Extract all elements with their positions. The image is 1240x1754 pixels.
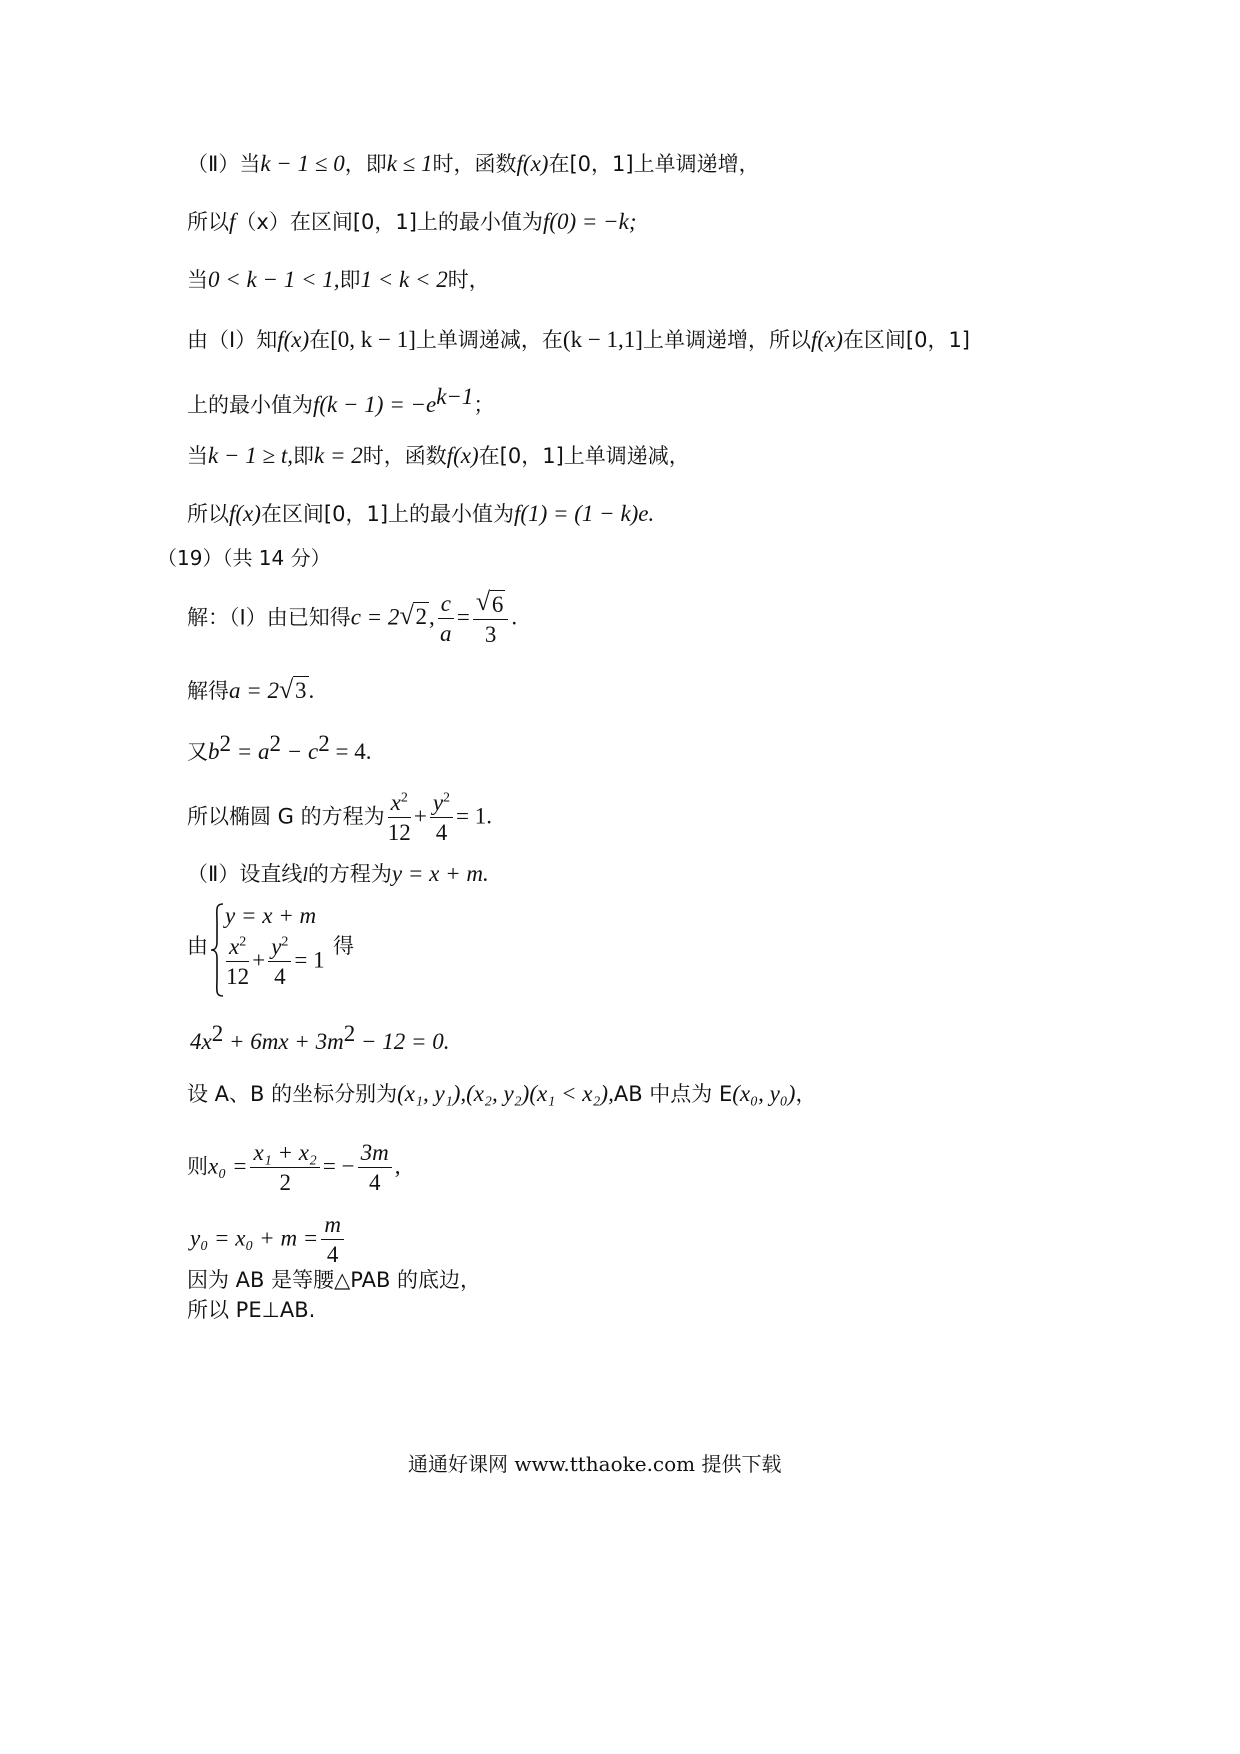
text: 在 <box>309 328 331 352</box>
text: 在区间[0，1] <box>842 328 970 352</box>
radical-sign-icon: √ <box>399 601 414 631</box>
text: （Ⅱ）当 <box>187 152 261 176</box>
line-set-line-l <box>187 860 489 888</box>
sqrt <box>475 587 506 617</box>
math: b <box>208 739 220 764</box>
text: 设 A、B 的坐标分别为 <box>187 1082 398 1106</box>
math: = − <box>322 1153 355 1179</box>
math: (x₀, y₀) <box>732 1081 796 1106</box>
math: x₀ = <box>208 1153 248 1179</box>
math: y = x + m. <box>391 861 489 886</box>
denominator: 2 <box>279 1170 291 1196</box>
text: 在[0，1]上单调递减， <box>478 444 690 468</box>
text: 则 <box>187 1154 208 1179</box>
line-monotonic-increase <box>187 150 760 178</box>
math: = 1 <box>294 947 325 973</box>
math: (x₁, y₁),(x₂, y₂)(x₁ < x₂), <box>397 1081 614 1106</box>
numerator: x₁ + x₂ <box>250 1140 319 1168</box>
numerator <box>430 790 453 818</box>
text: 上单调递减，在 <box>415 328 563 352</box>
line-quadratic <box>190 1020 450 1056</box>
text: AB 中点为 E <box>613 1082 733 1106</box>
line-isosceles-base: 因为 AB 是等腰△PAB 的底边， <box>187 1268 482 1292</box>
text: 当 <box>187 268 208 292</box>
math: y₀ = x₀ + m = <box>190 1225 319 1251</box>
plus: + <box>413 803 427 829</box>
line-case-three <box>187 442 690 470</box>
comma: , <box>394 1153 401 1179</box>
text: 即 <box>339 268 361 292</box>
equation-row-1: y = x + m <box>225 903 317 928</box>
radical-sign-icon: √ <box>279 675 294 704</box>
text: 所以 <box>187 502 229 526</box>
math: f(x) <box>516 151 549 176</box>
math: + 6mx + 3m <box>223 1029 344 1054</box>
math: f(0) = −k; <box>542 209 637 234</box>
math: = a <box>231 739 270 764</box>
fraction-m-over-4 <box>321 1212 344 1268</box>
line-given-c <box>187 587 518 648</box>
math: f(x) <box>277 327 310 352</box>
exponent: 2 <box>269 731 282 756</box>
text: 解得 <box>187 679 229 703</box>
exponent: 2 <box>219 731 231 756</box>
line-min-value-f1 <box>187 500 654 528</box>
denominator: 4 <box>274 964 286 990</box>
math: k ≤ 1 <box>386 151 433 176</box>
exponent: 2 <box>211 1021 224 1046</box>
fraction-sqrt6-over-3 <box>473 587 509 648</box>
equation-row-2 <box>223 934 325 990</box>
text: 时，函数 <box>362 444 447 468</box>
denominator: 12 <box>387 820 411 846</box>
text: ； <box>473 393 495 417</box>
radicand: 3 <box>295 678 307 703</box>
text: 由 <box>187 934 208 958</box>
line-ellipse-equation <box>187 790 492 846</box>
exponent: 2 <box>281 934 289 950</box>
text: 在[0，1]上单调递增， <box>548 152 760 176</box>
math: f(x) <box>446 443 479 468</box>
numerator <box>226 934 249 962</box>
math: f(k − 1) = −e <box>313 392 437 417</box>
var: y <box>271 934 282 959</box>
numerator: c <box>438 591 454 619</box>
fraction-y2-over-4 <box>268 934 291 990</box>
text: 当 <box>187 444 208 468</box>
text: 在区间[0，1]上的最小值为 <box>260 502 515 526</box>
exponent: 2 <box>443 790 451 806</box>
fraction-3m-over-4 <box>358 1140 392 1196</box>
var: y <box>432 790 444 815</box>
math: f(x) <box>229 501 261 526</box>
numerator <box>388 790 411 818</box>
line-by-part-one <box>187 326 970 354</box>
math: − 12 = 0. <box>355 1029 450 1054</box>
exponent: 2 <box>400 790 408 806</box>
radicand: 6 <box>491 592 504 617</box>
text: 时， <box>447 268 490 292</box>
text: 由（Ⅰ）知 <box>187 328 278 352</box>
exponent: 2 <box>343 1021 356 1046</box>
text: 的方程为 <box>307 862 392 886</box>
text: 所以 <box>187 210 229 234</box>
math: c = 2 <box>350 604 400 630</box>
numerator: m <box>321 1212 344 1240</box>
math: 1 < k < 2 <box>360 267 448 292</box>
fraction-c-over-a <box>438 591 454 647</box>
numerator <box>268 934 291 962</box>
line-solve-a <box>187 676 314 705</box>
numerator: 3m <box>358 1140 392 1168</box>
text: 得 <box>333 934 354 958</box>
radical-sign-icon: √ <box>475 587 491 616</box>
math: k − 1 ≥ t, <box>208 443 293 468</box>
text: 所以椭圆 G 的方程为 <box>187 804 385 829</box>
fraction-midpoint <box>250 1140 319 1196</box>
math: 0 < k − 1 < 1, <box>208 267 340 292</box>
denominator: 3 <box>484 622 497 648</box>
text: ， <box>795 1082 817 1106</box>
math: = 4. <box>329 739 372 764</box>
text: ，即 <box>344 152 387 176</box>
math: k = 2 <box>314 443 363 468</box>
math: = 1. <box>456 803 493 829</box>
math: [0, k − 1] <box>330 327 416 352</box>
equals: = <box>456 604 470 630</box>
text: （Ⅱ）设直线 <box>187 862 303 886</box>
exponent: k−1 <box>436 384 474 409</box>
math: f(1) = (1 − k)e. <box>514 501 655 526</box>
text: 上的最小值为 <box>187 393 313 417</box>
var: l <box>302 864 308 886</box>
var: x <box>390 790 401 815</box>
comma: , <box>428 604 435 630</box>
denominator: 4 <box>368 1170 381 1196</box>
fraction-x2-over-12 <box>226 934 249 990</box>
line-case-two <box>187 266 490 294</box>
denominator: a <box>440 621 452 647</box>
period: . <box>511 604 518 630</box>
exponent: 2 <box>318 731 330 756</box>
line-min-value-exp <box>187 383 494 419</box>
radicand: 2 <box>415 604 427 630</box>
sqrt <box>279 676 309 705</box>
math: k − 1 ≤ 0 <box>260 151 345 176</box>
numerator <box>473 587 509 620</box>
line-y0 <box>190 1212 347 1268</box>
math: f(x) <box>810 327 843 352</box>
line-system-of-equations <box>187 900 427 1000</box>
text: 即 <box>293 444 314 468</box>
text: （x）在区间[0，1]上的最小值为 <box>235 210 543 234</box>
var: x <box>229 934 240 959</box>
math: (k − 1,1] <box>562 327 643 352</box>
fraction-x2-over-12 <box>388 790 411 846</box>
line-min-value-f0 <box>187 208 637 236</box>
line-perpendicular: 所以 PE⊥AB. <box>187 1298 316 1322</box>
question-19-heading: （19）（共 14 分） <box>157 546 331 570</box>
text: 上单调递增，所以 <box>642 328 811 352</box>
exponent: 2 <box>239 934 247 950</box>
period: . <box>308 678 315 703</box>
fraction-y2-over-4 <box>430 790 453 846</box>
denominator: 4 <box>435 820 448 846</box>
denominator: 4 <box>326 1242 339 1268</box>
text: 时，函数 <box>432 152 517 176</box>
line-x0 <box>187 1140 401 1196</box>
denominator: 12 <box>226 964 250 990</box>
text: 解：（Ⅰ）由已知得 <box>187 605 351 630</box>
text: 又 <box>187 740 208 764</box>
line-set-points <box>187 1080 816 1108</box>
line-b-squared <box>187 730 372 766</box>
sqrt <box>399 602 429 631</box>
plus: + <box>252 947 266 973</box>
math: 4x <box>190 1029 212 1054</box>
page-footer: 通通好课网 www.tthaoke.com 提供下载 <box>408 1452 782 1476</box>
math: − c <box>281 739 319 764</box>
math: f <box>229 209 236 234</box>
math: a = 2 <box>229 678 280 703</box>
